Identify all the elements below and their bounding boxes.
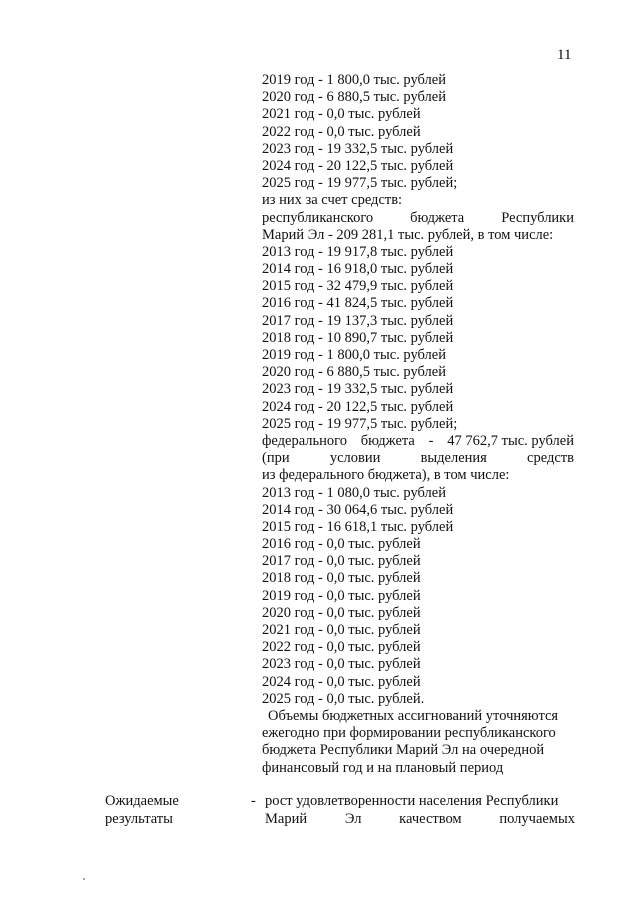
funding-line: 2019 год - 1 800,0 тыс. рублей: [262, 347, 446, 363]
funding-line: 2021 год - 0,0 тыс. рублей: [262, 106, 421, 123]
results-line: рост удовлетворенности населения Республики: [265, 793, 559, 809]
funding-line: 2018 год - 10 890,7 тыс. рублей: [262, 329, 454, 346]
expected-results-text: [265, 792, 575, 828]
funding-note-line: Объемы бюджетных ассигнований уточняются: [268, 707, 559, 724]
funding-line: 2024 год - 20 122,5 тыс. рублей: [262, 157, 454, 174]
funding-line: 2023 год - 19 332,5 тыс. рублей: [262, 140, 454, 157]
funding-line: 2020 год - 0,0 тыс. рублей: [262, 604, 421, 621]
funding-text-block: [262, 72, 574, 777]
funding-line: 2020 год - 6 880,5 тыс. рублей: [262, 89, 446, 106]
word: бюджета: [410, 209, 465, 226]
label-line: Ожидаемые: [105, 793, 179, 809]
funding-line: из федерального бюджета), в том числе:: [262, 467, 510, 484]
label-line: результаты: [105, 811, 173, 827]
word: (при: [262, 450, 290, 467]
funding-line: 2019 год - 1 800,0 тыс. рублей: [262, 72, 446, 88]
funding-line: из них за счет средств:: [262, 192, 403, 209]
funding-line: 2025 год - 0,0 тыс. рублей.: [262, 690, 425, 707]
funding-line: 2023 год - 0,0 тыс. рублей: [262, 656, 421, 673]
funding-line: 2015 год - 16 618,1 тыс. рублей: [262, 518, 454, 535]
funding-line: 2025 год - 19 977,5 тыс. рублей;: [262, 415, 458, 432]
funding-line: 2017 год - 0,0 тыс. рублей: [262, 553, 421, 570]
funding-line: Марий Эл - 209 281,1 тыс. рублей, в том числе:: [262, 226, 554, 243]
word: выделения: [420, 450, 487, 467]
funding-line: 2019 год - 0,0 тыс. рублей: [262, 587, 421, 604]
funding-line: 2024 год - 0,0 тыс. рублей: [262, 673, 421, 690]
word: условии: [329, 450, 381, 467]
funding-line: 2016 год - 41 824,5 тыс. рублей: [262, 295, 454, 312]
funding-line: 2018 год - 0,0 тыс. рублей: [262, 570, 421, 587]
funding-line: 2021 год - 0,0 тыс. рублей: [262, 622, 421, 638]
funding-line: 2024 год - 20 122,5 тыс. рублей: [262, 398, 454, 415]
word: республиканского: [262, 209, 374, 226]
word: Эл: [344, 811, 362, 827]
word: средств: [527, 450, 574, 467]
page-number: 11: [557, 47, 572, 63]
word: федерального: [262, 432, 347, 449]
funding-line: 2013 год - 1 080,0 тыс. рублей: [262, 484, 446, 501]
funding-line: 2016 год - 0,0 тыс. рублей: [262, 536, 421, 553]
expected-results-label: [105, 792, 245, 828]
funding-line: 2023 год - 19 332,5 тыс. рублей: [262, 381, 454, 398]
funding-line-justified: [262, 433, 574, 450]
scan-speck: [83, 878, 85, 880]
funding-line: 2014 год - 30 064,6 тыс. рублей: [262, 501, 454, 518]
word: получаемых: [499, 811, 575, 827]
funding-line: 2014 год - 16 918,0 тыс. рублей: [262, 261, 454, 278]
funding-line: 2022 год - 0,0 тыс. рублей: [262, 639, 421, 656]
funding-line: 2015 год - 32 479,9 тыс. рублей: [262, 278, 454, 295]
word: -: [428, 432, 434, 449]
funding-line: 2020 год - 6 880,5 тыс. рублей: [262, 364, 446, 381]
word: Республики: [501, 209, 574, 226]
word: 47 762,7 тыс. рублей: [447, 432, 574, 449]
results-line-justified: [265, 810, 575, 828]
funding-note-line: финансовый год и на плановый период: [262, 759, 504, 776]
word: бюджета: [360, 432, 415, 449]
row-dash: -: [251, 793, 256, 809]
funding-line-justified: [262, 450, 574, 467]
word: Марий: [265, 811, 308, 827]
word: качеством: [399, 811, 462, 827]
funding-line: 2013 год - 19 917,8 тыс. рублей: [262, 243, 454, 260]
funding-note-line: ежегодно при формировании республиканского: [262, 725, 556, 742]
funding-line: 2017 год - 19 137,3 тыс. рублей: [262, 312, 454, 329]
funding-line: 2022 год - 0,0 тыс. рублей: [262, 123, 421, 140]
funding-line: 2025 год - 19 977,5 тыс. рублей;: [262, 175, 458, 192]
funding-note-line: бюджета Республики Марий Эл на очередной: [262, 742, 545, 759]
funding-line-justified: [262, 210, 574, 227]
